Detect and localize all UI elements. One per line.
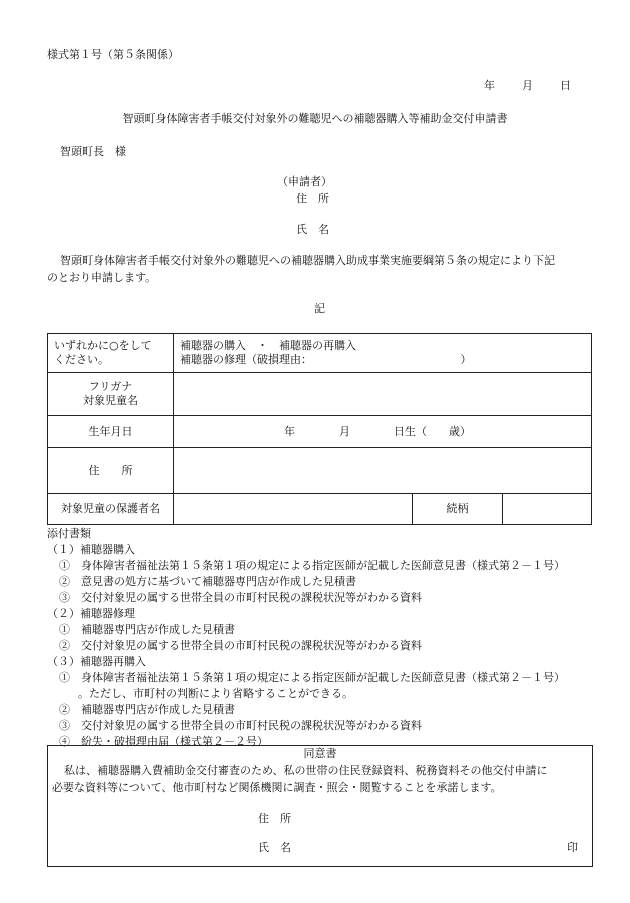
- guardian-label: 対象児童の保護者名: [48, 494, 174, 525]
- seal-mark: 印: [567, 841, 578, 854]
- applicant-name-label: 氏 名: [296, 223, 329, 236]
- furigana-label: フリガナ: [88, 380, 133, 393]
- intro-line: 智頭町身体障害者手帳交付対象外の難聴児への補聴器購入助成事業実施要綱第５条の規定により下記: [60, 254, 555, 267]
- table-row-request-type: [48, 334, 592, 373]
- intro-line: のとおり申請します。: [47, 271, 157, 284]
- date-year-label: 年: [484, 79, 495, 92]
- attachment-item: ② 交付対象児の属する世帯全員の市町村民税の課税状況等がわかる資料: [59, 639, 422, 652]
- birthdate-field[interactable]: 年 月 日生（ 歳）: [174, 416, 592, 448]
- child-name-field[interactable]: [174, 373, 592, 416]
- attachment-item: ③ 交付対象児の属する世帯全員の市町村民税の課税状況等がわかる資料: [59, 591, 422, 604]
- attachment-item: ② 意見書の処方に基づいて補聴器専門店が作成した見積書: [59, 575, 356, 588]
- consent-name-label: 氏 名: [258, 841, 291, 854]
- attachments-heading: 添付書類: [47, 527, 91, 540]
- applicant-address-label: 住 所: [296, 192, 329, 205]
- request-type-option-purchase[interactable]: 補聴器の購入 ・ 補聴器の再購入: [180, 339, 356, 352]
- addressee: 智頭町長 様: [60, 145, 126, 158]
- address-label: 住 所: [48, 448, 174, 494]
- relation-label: 続柄: [413, 494, 503, 525]
- attachment-group-heading: （１）補聴器購入: [47, 543, 135, 556]
- attachment-item: ① 補聴器専門店が作成した見積書: [59, 623, 235, 636]
- document-title: 智頭町身体障害者手帳交付対象外の難聴児への補聴器購入等補助金交付申請書: [122, 112, 508, 125]
- applicant-heading: （申請者）: [277, 175, 332, 188]
- address-field[interactable]: [174, 448, 592, 494]
- consent-box: [47, 745, 593, 867]
- table-row-child-name: [48, 373, 592, 416]
- consent-heading: 同意書: [303, 747, 337, 760]
- attachment-item: ④ 紛失・破損理由届（様式第２－２号）: [59, 735, 268, 748]
- date-month-label: 月: [522, 79, 533, 92]
- request-type-label: [48, 334, 174, 373]
- form-number: 様式第１号（第５条関係）: [47, 48, 179, 61]
- birthdate-label: 生年月日: [48, 416, 174, 448]
- ki-label: 記: [314, 302, 325, 315]
- attachment-item-continuation: 。ただし、市町村の判断により省略することができる。: [78, 687, 353, 700]
- request-type-option-repair[interactable]: 補聴器の修理（破損理由： ）: [180, 353, 472, 366]
- relation-field[interactable]: [503, 494, 592, 525]
- consent-address-label: 住 所: [258, 812, 291, 825]
- table-row-guardian: [48, 494, 592, 525]
- attachment-group-heading: （３）補聴器再購入: [47, 655, 146, 668]
- attachment-item: ① 身体障害者福祉法第１５条第１項の規定による指定医師が記載した医師意見書（様式第２－１号）: [59, 559, 565, 572]
- child-name-label-text: 対象児童名: [83, 394, 138, 407]
- child-name-label: [48, 373, 174, 416]
- application-table: [47, 333, 592, 525]
- table-row-birthdate: [48, 416, 592, 448]
- consent-text-line: 必要な資料等について、他市町村など関係機関に調査・照会・閲覧することを承諾します。: [52, 781, 502, 794]
- table-row-address: [48, 448, 592, 494]
- request-type-label-line: いずれかに○をして: [54, 339, 152, 352]
- attachment-item: ② 補聴器専門店が作成した見積書: [59, 703, 235, 716]
- request-type-options[interactable]: [174, 334, 592, 373]
- attachment-group-heading: （２）補聴器修理: [47, 607, 135, 620]
- request-type-label-line: ください。: [54, 353, 109, 366]
- guardian-field[interactable]: [174, 494, 413, 525]
- attachment-item: ① 身体障害者福祉法第１５条第１項の規定による指定医師が記載した医師意見書（様式第２－１号）: [59, 671, 565, 684]
- attachment-item: ③ 交付対象児の属する世帯全員の市町村民税の課税状況等がわかる資料: [59, 719, 422, 732]
- consent-text-line: 私は、補聴器購入費補助金交付審査のため、私の世帯の住民登録資料、税務資料その他交付申請に: [64, 764, 548, 777]
- date-day-label: 日: [560, 79, 571, 92]
